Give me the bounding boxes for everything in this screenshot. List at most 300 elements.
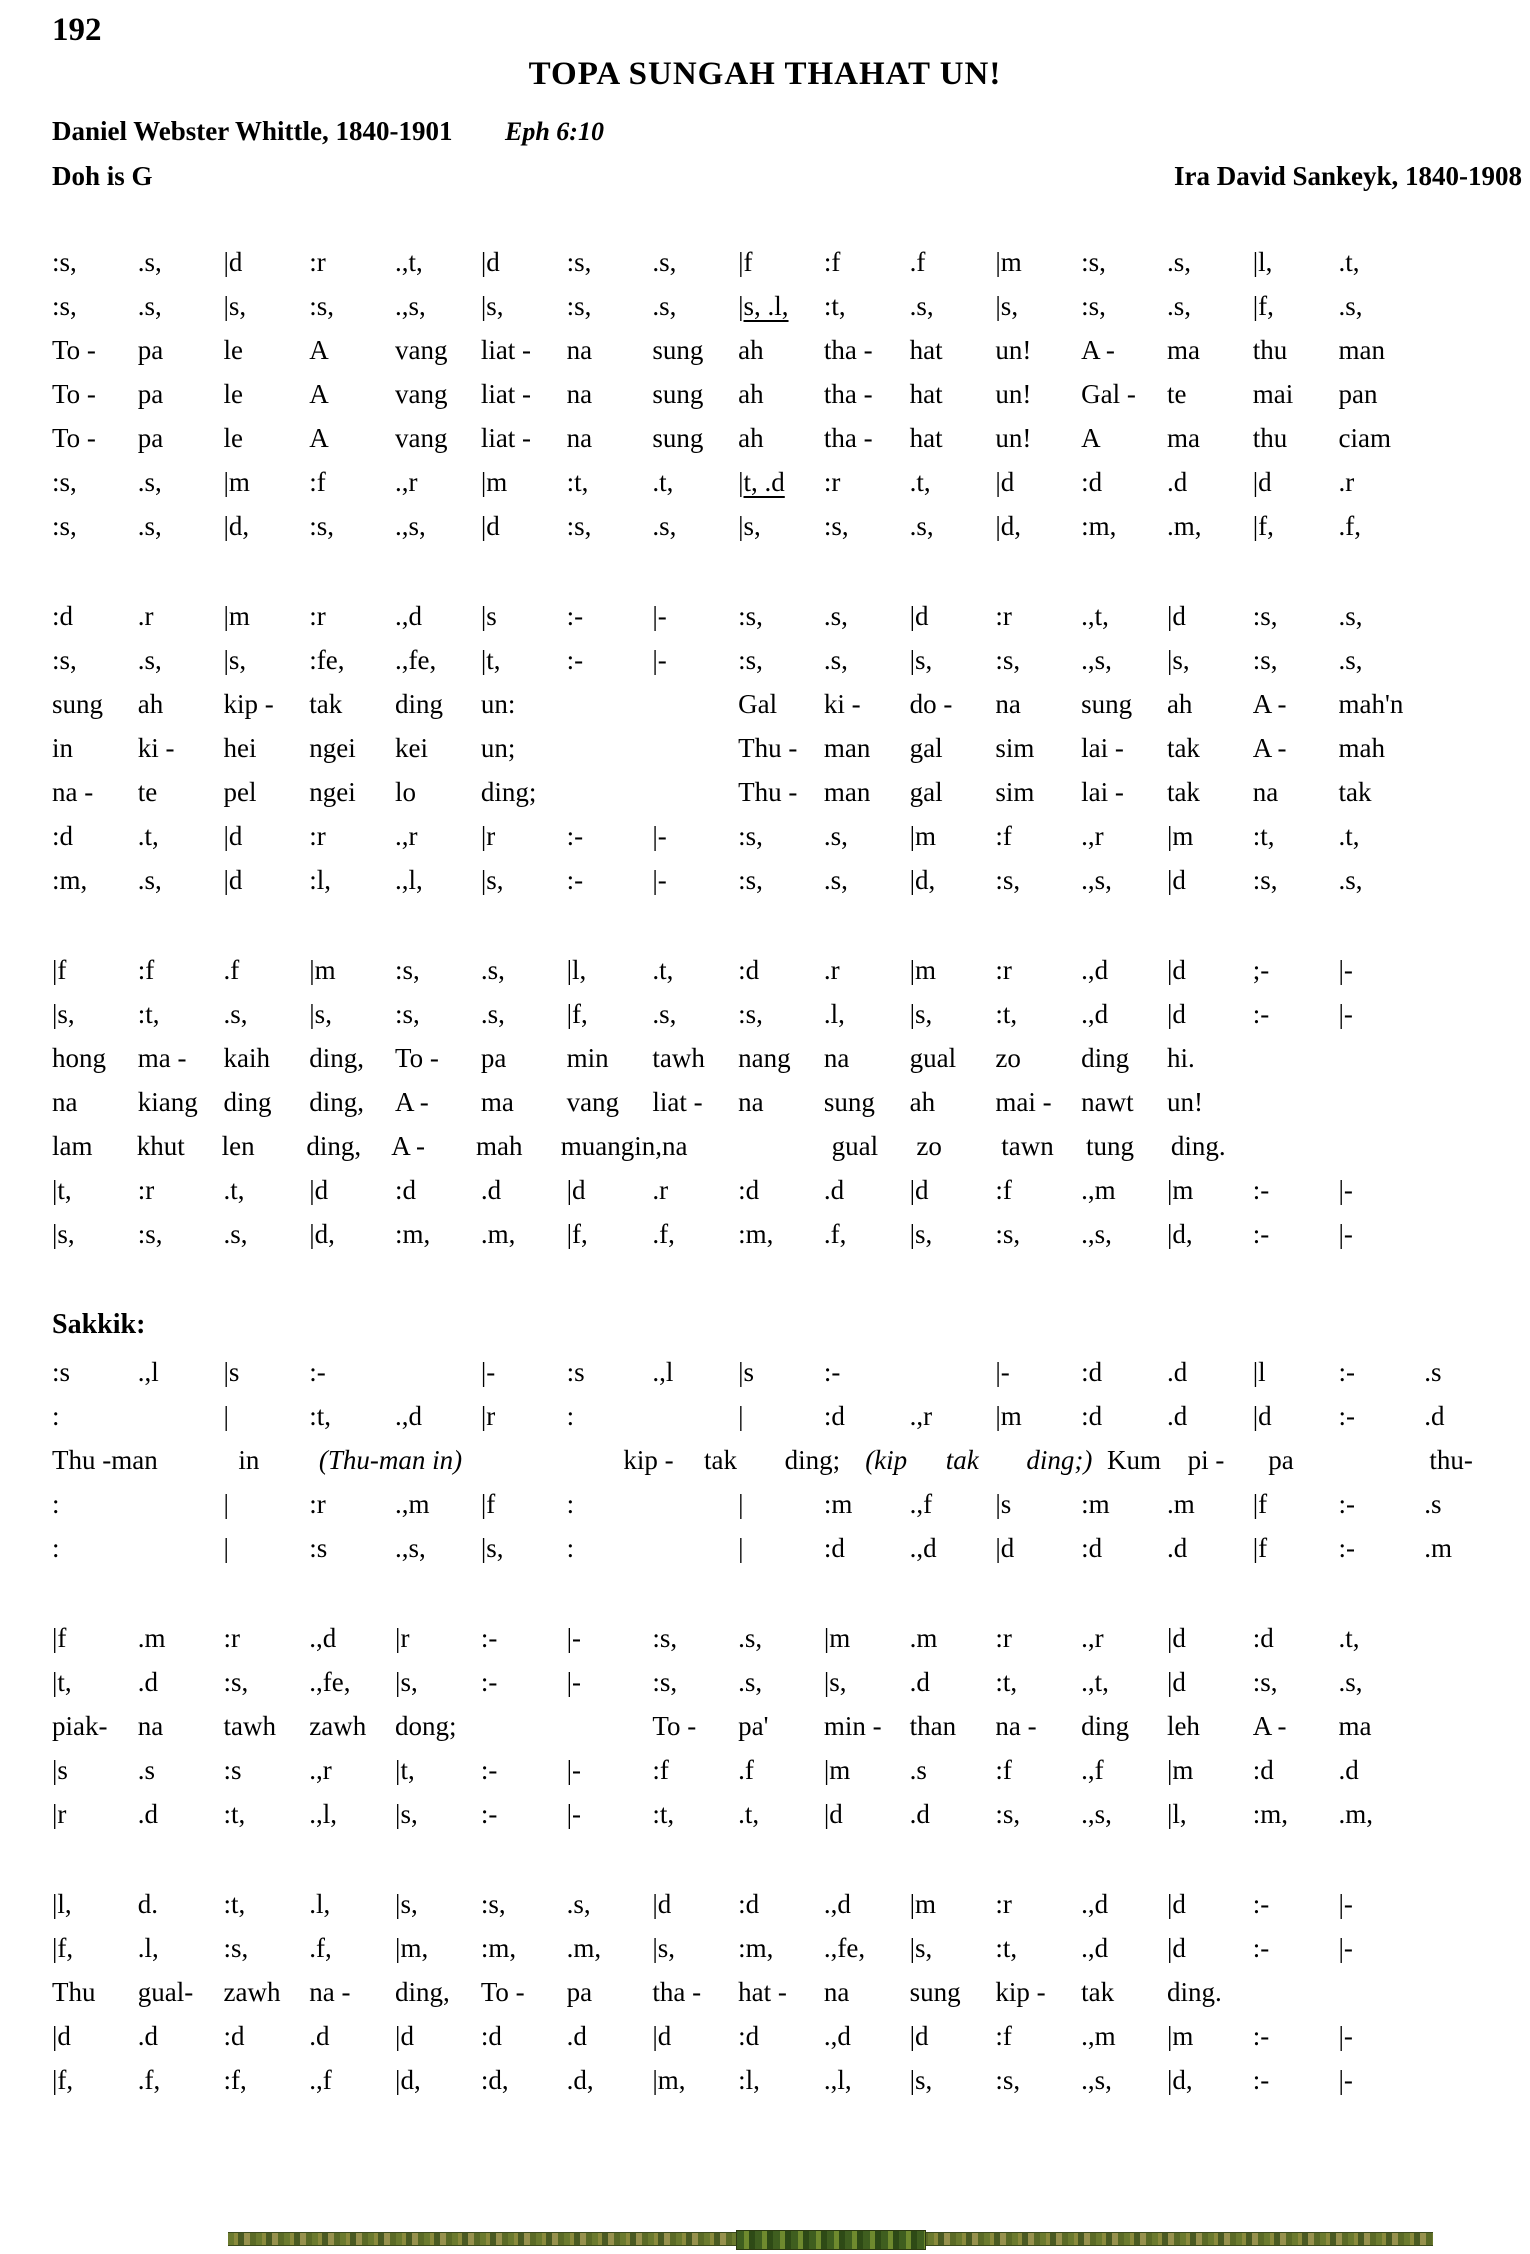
solfa-cell: |d [1166, 999, 1186, 1029]
lyric-cell: Kum [1106, 1445, 1161, 1475]
lyric-cell: gal [909, 733, 943, 763]
lyric-cell: le [223, 379, 244, 409]
solfa-cell: |d [223, 821, 243, 851]
solfa-cell: :r [823, 467, 841, 497]
solfa-cell: :s [309, 1533, 328, 1563]
solfa-cell: .,d [823, 1889, 851, 1919]
solfa-cell: :s, [1252, 645, 1278, 675]
solfa-cell: :r [309, 821, 326, 851]
solfa-cell: :d [823, 1401, 845, 1431]
lyric-cell: un! [995, 423, 1032, 453]
hymn-title: TOPA SUNGAH THAHAT UN! [528, 56, 1002, 92]
solfa-cell: .d [137, 1667, 158, 1697]
solfa-cell: | [223, 1533, 229, 1563]
music-notation [52, 240, 1510, 2148]
solfa-cell: .,r [909, 1401, 933, 1431]
lyric-cell: hong [52, 1043, 106, 1073]
solfa-cell: :f [995, 1755, 1012, 1785]
solfa-cell: |m [1166, 821, 1194, 851]
solfa-cell: |s, [995, 291, 1019, 321]
solfa-cell: .,t, [395, 247, 423, 277]
lyric-cell: na - [995, 1711, 1037, 1741]
solfa-cell: |l [1252, 1357, 1266, 1387]
solfa-cell: :s, [1081, 247, 1106, 277]
lyric-cell: ma [1166, 335, 1200, 365]
lyric-row [52, 1970, 1510, 2014]
lyric-cell: A [309, 423, 329, 453]
solfa-cell: |d [309, 1175, 329, 1205]
solfa-cell: .m [1424, 1533, 1452, 1563]
solfa-cell: |- [566, 1799, 581, 1829]
lyric-cell: tung [1086, 1131, 1135, 1161]
solfa-cell: :m [823, 1489, 853, 1519]
solfa-cell: :t, [995, 1933, 1018, 1963]
solfa-cell: |s, [395, 1799, 418, 1829]
solfa-cell: :s, [395, 955, 420, 985]
solfa-cell: |m [223, 467, 250, 497]
solfa-cell: .m [909, 1623, 938, 1653]
solfa-cell: :d [738, 2021, 760, 2051]
lyric-cell: ah [137, 689, 164, 719]
solfa-cell: |s, [823, 1667, 847, 1697]
lyric-cell: na [566, 335, 593, 365]
lyric-cell: ah [909, 1087, 936, 1117]
solfa-cell: |m [309, 955, 336, 985]
solfa-cell: .,fe, [395, 645, 437, 675]
solfa-cell: |m [223, 601, 250, 631]
music-system [52, 594, 1510, 902]
solfa-cell: :- [566, 821, 584, 851]
solfa-row [52, 1882, 1510, 1926]
solfa-cell: :d [52, 601, 74, 631]
solfa-cell: :- [1252, 2021, 1270, 2051]
solfa-cell: .f, [652, 1219, 675, 1249]
solfa-cell: .s, [1338, 1667, 1363, 1697]
solfa-row [52, 814, 1510, 858]
solfa-cell: :r [995, 1623, 1012, 1653]
solfa-cell: :r [309, 247, 326, 277]
solfa-row [52, 2014, 1510, 2058]
lyric-cell: ma [480, 1087, 514, 1117]
solfa-row [52, 1168, 1510, 1212]
lyric-cell: mah [1338, 733, 1385, 763]
solfa-cell: |f, [1252, 291, 1274, 321]
solfa-cell: :s, [738, 999, 763, 1029]
solfa-cell: :d [738, 955, 760, 985]
solfa-cell: |s [480, 601, 497, 631]
solfa-cell: |- [1338, 2065, 1353, 2095]
solfa-cell: |r [52, 1799, 67, 1829]
lyric-cell: vang [395, 335, 448, 365]
solfa-cell: |s, [909, 2065, 933, 2095]
solfa-cell: d. [137, 1889, 158, 1919]
lyric-cell: sung [1081, 689, 1133, 719]
solfa-cell: .,s, [395, 511, 426, 541]
lyric-cell: hat [909, 379, 943, 409]
solfa-cell: .d [137, 2021, 158, 2051]
solfa-cell: :m [1081, 1489, 1110, 1519]
lyric-cell: hat [909, 335, 943, 365]
solfa-cell: .s, [909, 291, 934, 321]
solfa-cell: :t, [566, 467, 589, 497]
solfa-cell: |d [1166, 601, 1186, 631]
lyric-cell: To - [52, 423, 96, 453]
solfa-cell: |f [1252, 1533, 1268, 1563]
lyric-cell: na [566, 379, 593, 409]
lyric-cell: Thu [52, 1977, 96, 2007]
solfa-cell: .,s, [1081, 2065, 1112, 2095]
lyric-cell: tak [1166, 777, 1200, 807]
lyric-cell: do - [909, 689, 953, 719]
lyric-cell: na [1252, 777, 1279, 807]
solfa-cell: :t, [223, 1799, 246, 1829]
solfa-cell: .f, [309, 1933, 332, 1963]
lyric-cell: ding [1081, 1043, 1130, 1073]
solfa-cell: :s, [52, 511, 77, 541]
solfa-cell: .s, [823, 601, 848, 631]
lyric-cell: un; [480, 733, 516, 763]
lyric-cell: zo [916, 1131, 942, 1161]
lyric-cell: pa' [738, 1711, 769, 1741]
lyric-cell: liat - [652, 1087, 703, 1117]
lyric-cell: A - [395, 1087, 429, 1117]
lyric-cell: (kip [865, 1445, 908, 1475]
lyric-cell: tak [703, 1445, 737, 1475]
solfa-cell: |s, [909, 1219, 933, 1249]
solfa-cell: .f, [823, 1219, 847, 1249]
solfa-cell: .r [1338, 467, 1355, 497]
solfa-cell: | [223, 1489, 229, 1519]
lyric-cell: vang [395, 423, 448, 453]
solfa-cell [138, 1526, 224, 1570]
lyric-cell: ngei [309, 733, 356, 763]
solfa-cell: :f [995, 1175, 1012, 1205]
solfa-cell: .t, [223, 1175, 245, 1205]
solfa-cell: .s, [137, 645, 162, 675]
solfa-cell: :s [52, 1357, 71, 1387]
solfa-cell: .,l [137, 1357, 159, 1387]
lyric-cell: sim [995, 777, 1035, 807]
lyric-cell: piak- [52, 1711, 108, 1741]
lyric-row [52, 1124, 1510, 1168]
lyric-cell: zawh [223, 1977, 281, 2007]
solfa-cell: :- [480, 1623, 498, 1653]
solfa-cell: .,d [395, 1401, 423, 1431]
solfa-cell: :- [480, 1667, 498, 1697]
lyric-cell: tawn [1001, 1131, 1054, 1161]
lyric-cell: hat [909, 423, 943, 453]
solfa-cell: .s, [223, 999, 248, 1029]
solfa-cell: .,fe, [309, 1667, 351, 1697]
solfa-cell: :s, [137, 1219, 163, 1249]
solfa-cell: : [566, 1401, 575, 1431]
lyric-cell: mah [475, 1131, 523, 1161]
solfa-cell: :fe, [309, 645, 345, 675]
solfa-cell: :- [309, 1357, 326, 1387]
solfa-cell: |f, [566, 999, 588, 1029]
solfa-cell: :r [223, 1623, 241, 1653]
solfa-cell: |m [1166, 2021, 1194, 2051]
lyric-cell: gual [831, 1131, 879, 1161]
lyric-cell: mai - [995, 1087, 1052, 1117]
solfa-row [52, 1748, 1510, 1792]
key-signature: Doh is G [52, 161, 153, 191]
solfa-cell: |t, [395, 1755, 415, 1785]
solfa-cell: |m [480, 467, 508, 497]
solfa-cell: .,r [309, 1755, 332, 1785]
solfa-cell: .l, [309, 1889, 331, 1919]
lyric-cell: pa [137, 379, 164, 409]
lyric-row [52, 682, 1510, 726]
solfa-cell: :d [1081, 1357, 1103, 1387]
solfa-cell: :s, [995, 865, 1021, 895]
solfa-cell: :f [137, 955, 155, 985]
solfa-cell: :s, [309, 291, 335, 321]
solfa-cell: .,d [1081, 999, 1109, 1029]
solfa-cell: |m, [652, 2065, 686, 2095]
solfa-cell: :s, [566, 511, 592, 541]
lyric-cell: ding, [309, 1087, 365, 1117]
solfa-cell: .,m [395, 1489, 430, 1519]
solfa-cell: |s, [909, 645, 933, 675]
solfa-cell: .,s, [395, 1533, 426, 1563]
lyric-cell: pa [1268, 1445, 1294, 1475]
solfa-cell: .r [823, 955, 840, 985]
solfa-cell: .s, [480, 999, 505, 1029]
lyric-cell: man [823, 777, 871, 807]
lyric-cell: sung [52, 689, 104, 719]
solfa-cell: |d, [395, 2065, 421, 2095]
solfa-cell: .m [137, 1623, 166, 1653]
solfa-cell: :- [823, 1357, 841, 1387]
solfa-cell: |- [652, 601, 667, 631]
music-system [52, 1882, 1510, 2102]
solfa-cell: : [52, 1489, 60, 1519]
solfa-row [52, 948, 1510, 992]
lyric-cell: un! [995, 335, 1032, 365]
solfa-cell: |d [1166, 955, 1186, 985]
solfa-cell: |t, [480, 645, 501, 675]
solfa-cell: .l, [823, 999, 845, 1029]
solfa-cell: :r [309, 1489, 326, 1519]
lyric-cell: Thu - [738, 733, 798, 763]
lyric-cell: A - [1252, 1711, 1287, 1741]
solfa-row [52, 2058, 1510, 2102]
lyric-cell: tak [1338, 777, 1372, 807]
solfa-row [52, 1660, 1510, 1704]
lyric-cell: liat - [480, 335, 532, 365]
solfa-cell: |d, [1166, 2065, 1193, 2095]
solfa-cell: .,r [1081, 821, 1104, 851]
solfa-cell: .s, [652, 247, 677, 277]
solfa-cell: .,m [1081, 1175, 1116, 1205]
solfa-cell: .d [1166, 1401, 1188, 1431]
solfa-cell: .,l [652, 1357, 674, 1387]
lyric-cell [158, 1438, 239, 1482]
solfa-cell: .,d [823, 2021, 851, 2051]
lyric-cell: man [1338, 335, 1385, 365]
solfa-cell: :t, [995, 1667, 1018, 1697]
solfa-cell: |r [395, 1623, 410, 1653]
lyric-cell: lo [395, 777, 417, 807]
solfa-cell: |d [995, 467, 1015, 497]
solfa-cell: |s, [480, 291, 504, 321]
solfa-cell: |d, [1166, 1219, 1193, 1249]
solfa-row [52, 1526, 1510, 1570]
solfa-cell: :- [566, 865, 584, 895]
lyric-cell: (Thu-man in) [318, 1445, 463, 1475]
solfa-cell: .,t, [1081, 601, 1109, 631]
lyric-cell: tawh [652, 1043, 705, 1073]
solfa-cell: |m [909, 955, 937, 985]
lyric-cell: na [52, 1087, 78, 1117]
solfa-cell: .f [223, 955, 240, 985]
solfa-cell: :d [52, 821, 74, 851]
solfa-cell: |d [566, 1175, 586, 1205]
solfa-cell: :s, [566, 247, 592, 277]
solfa-cell: |f [1252, 1489, 1268, 1519]
lyric-cell: tha - [823, 423, 873, 453]
solfa-cell: :d [1081, 1401, 1103, 1431]
lyric-cell: ding; [784, 1445, 841, 1475]
lyric-cell: ciam [1338, 423, 1391, 453]
solfa-cell: :m, [738, 1219, 774, 1249]
solfa-cell: .,d [395, 601, 423, 631]
solfa-cell: .d [1338, 1755, 1359, 1785]
solfa-cell: :s, [223, 1667, 249, 1697]
solfa-cell: |d [1166, 1933, 1186, 1963]
solfa-cell: .f [909, 247, 926, 277]
lyric-cell: thu [1252, 335, 1288, 365]
solfa-cell: |d [1166, 1889, 1186, 1919]
solfa-cell: |s, [652, 1933, 676, 1963]
solfa-cell: .s, [223, 1219, 248, 1249]
solfa-cell: .,f [1081, 1755, 1104, 1785]
solfa-cell: :s, [995, 645, 1021, 675]
lyric-cell: zawh [309, 1711, 367, 1741]
solfa-cell: : [566, 1533, 575, 1563]
solfa-cell: .f, [137, 2065, 161, 2095]
solfa-cell: |s, [395, 1667, 418, 1697]
lyric-cell: ah [738, 335, 764, 365]
solfa-cell [395, 1350, 481, 1394]
lyric-cell: sung [652, 423, 704, 453]
solfa-cell: :s, [566, 291, 592, 321]
lyric-cell: gual- [137, 1977, 194, 2007]
solfa-cell: |r [480, 1401, 496, 1431]
solfa-cell: .,m [1081, 2021, 1116, 2051]
lyric-cell: un: [480, 689, 516, 719]
solfa-cell [138, 1482, 224, 1526]
lyric-cell [543, 1438, 624, 1482]
solfa-cell: |s, [480, 1533, 504, 1563]
solfa-cell: :s, [738, 645, 763, 675]
solfa-cell: :s [223, 1755, 242, 1785]
solfa-cell: |m [823, 1755, 851, 1785]
solfa-cell: |- [652, 821, 667, 851]
lyric-cell: pan [1338, 379, 1378, 409]
lyric-cell: tha - [823, 379, 873, 409]
solfa-cell: .t, [652, 467, 674, 497]
solfa-cell: :r [995, 955, 1012, 985]
solfa-cell: :m, [480, 1933, 517, 1963]
lyric-cell: hi. [1166, 1043, 1195, 1073]
solfa-cell: .s, [1166, 291, 1191, 321]
solfa-cell: |s, [909, 1933, 933, 1963]
lyric-cell [567, 770, 653, 814]
music-system [52, 1350, 1510, 1570]
solfa-cell: |l, [566, 955, 587, 985]
solfa-cell: |d [909, 601, 929, 631]
solfa-cell: |f, [1252, 511, 1274, 541]
solfa-cell: :- [1252, 1933, 1270, 1963]
solfa-cell: |m [1166, 1175, 1194, 1205]
solfa-cell: .s [1424, 1489, 1442, 1519]
solfa-cell: .,l, [395, 865, 423, 895]
solfa-cell [910, 1350, 996, 1394]
solfa-cell: |d [909, 2021, 929, 2051]
solfa-cell: .d [1166, 1533, 1188, 1563]
solfa-cell: |- [1338, 1933, 1353, 1963]
lyric-cell: ki - [823, 689, 861, 719]
lyric-cell [652, 770, 738, 814]
solfa-cell: .s, [823, 865, 848, 895]
solfa-cell: .d, [566, 2065, 594, 2095]
solfa-cell: |s, [52, 999, 75, 1029]
solfa-cell: |d [480, 247, 500, 277]
lyric-row [52, 1036, 1510, 1080]
solfa-cell: :r [995, 601, 1012, 631]
solfa-cell: .s, [1166, 247, 1191, 277]
solfa-cell: :s, [995, 1219, 1021, 1249]
solfa-cell: .,f [309, 2065, 332, 2095]
solfa-cell: :s, [223, 1933, 249, 1963]
lyric-cell: kip - [995, 1977, 1046, 2007]
solfa-cell: |d [1252, 467, 1272, 497]
solfa-cell: |s, [480, 865, 504, 895]
solfa-cell: :s, [1252, 1667, 1278, 1697]
solfa-cell: :- [480, 1799, 498, 1829]
solfa-cell: :d [1081, 467, 1103, 497]
lyric-cell [652, 682, 738, 726]
lyric-cell: na [995, 689, 1021, 719]
lyric-cell: thu- [1429, 1445, 1473, 1475]
solfa-cell: |s, [223, 645, 247, 675]
lyric-cell: pi - [1187, 1445, 1225, 1475]
solfa-cell: |s [223, 1357, 240, 1387]
solfa-cell: |s, [909, 999, 933, 1029]
solfa-cell [138, 1394, 224, 1438]
lyric-cell: min [566, 1043, 609, 1073]
solfa-cell: | [738, 1489, 744, 1519]
lyric-cell [652, 726, 738, 770]
solfa-cell: :d [1252, 1755, 1274, 1785]
lyric-cell: mah'n [1338, 689, 1404, 719]
lyric-cell: To - [395, 1043, 439, 1073]
solfa-cell: .s [1424, 1357, 1442, 1387]
solfa-cell: |l, [52, 1889, 72, 1919]
solfa-cell: |f, [52, 2065, 74, 2095]
solfa-cell: .d [1166, 467, 1188, 497]
solfa-cell: .s, [823, 821, 848, 851]
solfa-cell: ;- [1252, 955, 1270, 985]
lyric-cell: vang [566, 1087, 620, 1117]
solfa-cell: :d [480, 2021, 502, 2051]
solfa-cell: |- [652, 865, 667, 895]
solfa-cell: .m, [480, 1219, 516, 1249]
lyric-cell: ah [738, 379, 764, 409]
lyric-cell: sung [652, 335, 704, 365]
